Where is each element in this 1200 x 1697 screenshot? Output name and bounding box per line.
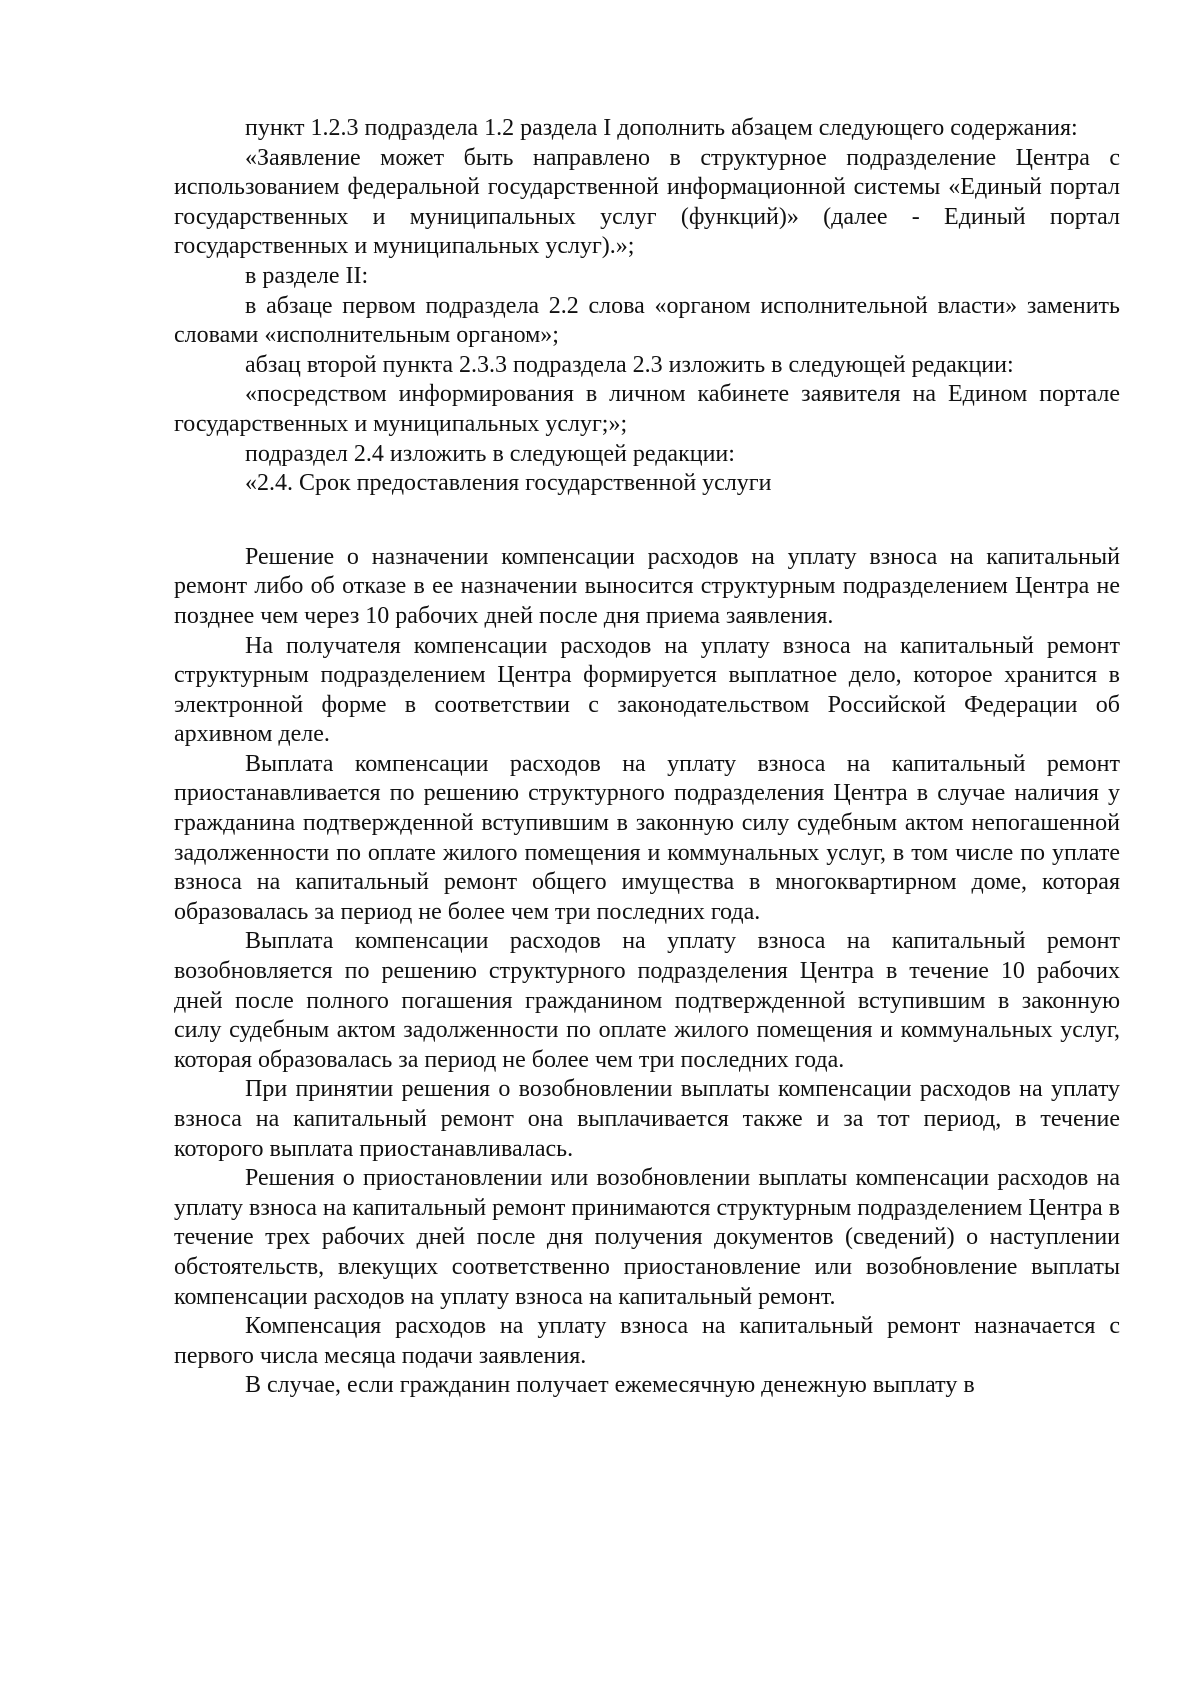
paragraph-amend-2-2: в абзаце первом подраздела 2.2 слова «органом исполнительной власти» заменить словами «исполнительным органом»; (174, 292, 1120, 349)
paragraph-amend-2-4: подраздел 2.4 изложить в следующей редакции: (245, 440, 735, 467)
paragraph-quote-application: «Заявление может быть направлено в структурное подразделение Центра с использованием федеральной государственной информационной системы «Единый портал государственных и муниципальных услуг (функций)» (далее - Единый портал государственных и муниципальных услуг).»; (174, 144, 1120, 260)
paragraph-decision-term: Решение о назначении компенсации расходов на уплату взноса на капитальный ремонт либо об отказе в ее назначении выносится структурным подразделением Центра не позднее чем через 10 рабочих дней после дня приема заявления. (174, 543, 1120, 629)
paragraph-payment-resumption: Выплата компенсации расходов на уплату взноса на капитальный ремонт возобновляется по решению структурного подразделения Центра в течение 10 рабочих дней после полного погашения гражданином подтвержденной вступившим в законную силу судебным актом задолженности по оплате жилого помещения и коммунальных услуг, которая образовалась за период не более чем три последних года. (174, 928, 1120, 1073)
blank-line-spacer (174, 499, 1120, 543)
paragraph-quote-personal-account: «посредством информирования в личном кабинете заявителя на Едином портале государственных и муниципальных услуг;»; (174, 381, 1120, 437)
paragraph-amend-2-3-3: абзац второй пункта 2.3.3 подраздела 2.3 изложить в следующей редакции: (245, 351, 1014, 378)
paragraph-monthly-payment-case: В случае, если гражданин получает ежемесячную денежную выплату в (245, 1372, 975, 1399)
paragraph-compensation-start: Компенсация расходов на уплату взноса на капитальный ремонт назначается с первого числа месяца подачи заявления. (174, 1313, 1120, 1369)
paragraph-section-ii: в разделе II: (245, 262, 369, 289)
paragraph-payment-file: На получателя компенсации расходов на уплату взноса на капитальный ремонт структурным подразделением Центра формируется выплатное дело, которое хранится в электронной форме в соответствии с законодательством Российской Федерации об архивном деле. (174, 632, 1120, 748)
paragraph-payment-suspension: Выплата компенсации расходов на уплату взноса на капитальный ремонт приостанавливается по решению структурного подразделения Центра в случае наличия у гражданина подтвержденной вступившим в законную силу судебным актом непогашенной задолженности по оплате жилого помещения и коммунальных услуг, в том числе по уплате взноса на капитальный ремонт общего имущества в многоквартирном доме, которая образовалась за период не более чем три последних года. (174, 750, 1120, 925)
document-page (174, 114, 1120, 1401)
paragraph-resumed-payment-period: При принятии решения о возобновлении выплаты компенсации расходов на уплату взноса на капитальный ремонт она выплачивается также и за тот период, в течение которого выплата приостанавливалась. (174, 1076, 1120, 1162)
section-heading-2-4: «2.4. Срок предоставления государственной услуги (245, 470, 772, 497)
paragraph-suspension-decision-term: Решения о приостановлении или возобновлении выплаты компенсации расходов на уплату взноса на капитальный ремонт принимаются структурным подразделением Центра в течение трех рабочих дней после дня получения документов (сведений) о наступлении обстоятельств, влекущих соответственно приостановление или возобновление выплаты компенсации расходов на уплату взноса на капитальный ремонт. (174, 1165, 1120, 1310)
paragraph-amend-1-2-3: пункт 1.2.3 подраздела 1.2 раздела I дополнить абзацем следующего содержания: (245, 115, 1078, 141)
